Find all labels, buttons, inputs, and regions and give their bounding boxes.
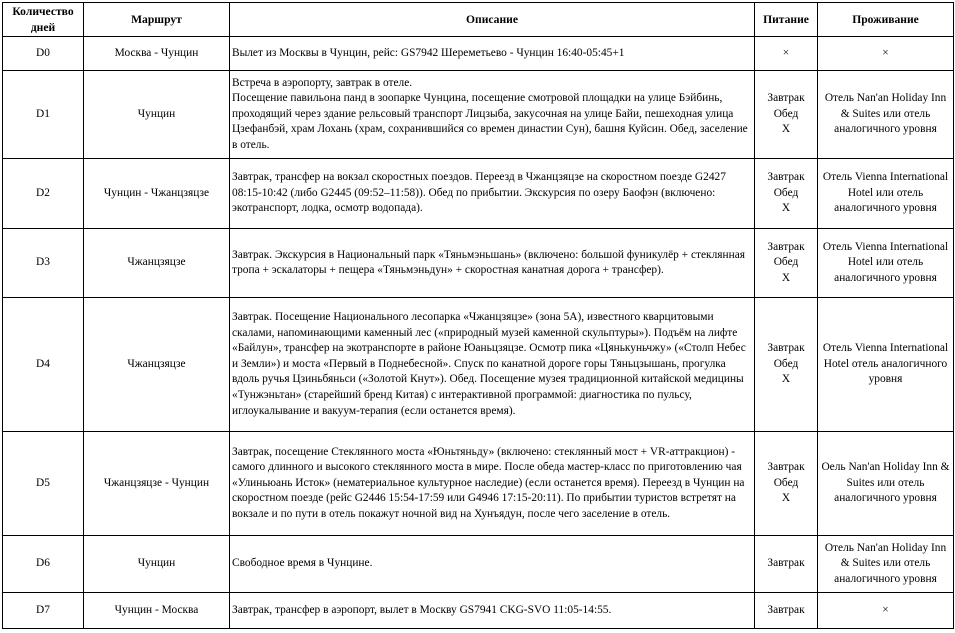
day-cell: D1 <box>3 71 84 159</box>
description-cell: Завтрак, посещение Стеклянного моста «Юньтяньду» (включено: стеклянный мост + VR-аттракцион) - самого длинного и высокого стеклянного моста в мире. После обеда мастер-класс по приготовлению чая «Улиньюань Исток» (нематериальное культурное наследие) (если останется время). Переезд в Чунцин на скоростном поезде (рейс G2446 15:54-17:59 или G4946 17:15-20:11). По прибытии туристов встретят на вокзале и по пути в отель покажут ночной вид на Хунъядун, после чего заселение в отель. <box>230 432 755 536</box>
description-cell: Завтрак, трансфер в аэропорт, вылет в Москву GS7941 CKG-SVO 11:05-14:55. <box>230 593 755 629</box>
description-cell: Завтрак. Посещение Национального лесопарка «Чжанцзяцзе» (зона 5А), известного кварцитовыми скалами, напоминающими каменный лес («природный музей каменной скульптуры»). Подъём на лифте «Байлун», трансфер на экотранспорте в районе Юаньцзяцзе. Осмотр пика «Цянькуньчжу» («Столп Небес и Земли») и моста «Первый в Поднебесной». Спуск по канатной дороге горы Тяньцзышань, прогулка вдоль ручья Цзиньбяньси («Золотой Кнут»). Обед. Посещение музея традиционной китайской медицины «Тунжэньтан» (старейший бренд Китая) с интерактивной программой: диагностика по пульсу, иглоукалывание и вакуум-терапия (если останется время). <box>230 298 755 432</box>
stay-cell: Оель Nan'an Holiday Inn & Suites или отель аналогичного уровня <box>818 432 954 536</box>
header-days: Количество дней <box>3 3 84 37</box>
table-row <box>3 159 954 229</box>
meals-cell: Завтрак Обед X <box>755 159 818 229</box>
stay-cell: Отель Vienna International Hotel или отель аналогичного уровня <box>818 159 954 229</box>
table-row <box>3 298 954 432</box>
description-cell: Завтрак, трансфер на вокзал скоростных поездов. Переезд в Чжанцзяцзе на скоростном поезде G2427 08:15-10:42 (либо G2445 (09:52–11:58)). Обед по прибытии. Экскурсия по озеру Баофэн (включено: экотранспорт, лодка, осмотр водопада). <box>230 159 755 229</box>
header-route: Маршрут <box>84 3 230 37</box>
itinerary-table-wrapper <box>2 2 954 629</box>
table-row <box>3 229 954 298</box>
stay-cell: Отель Nan'an Holiday Inn & Suites или отель аналогичного уровня <box>818 536 954 593</box>
meals-cell: Завтрак Обед X <box>755 298 818 432</box>
stay-cell: × <box>818 593 954 629</box>
day-cell: D4 <box>3 298 84 432</box>
meals-cell: Завтрак <box>755 593 818 629</box>
description-cell: Свободное время в Чунцине. <box>230 536 755 593</box>
stay-cell: × <box>818 37 954 71</box>
stay-cell: Отель Vienna International Hotel отель аналогичного уровня <box>818 298 954 432</box>
itinerary-table <box>2 2 954 629</box>
meals-cell: × <box>755 37 818 71</box>
route-cell: Москва - Чунцин <box>84 37 230 71</box>
header-description: Описание <box>230 3 755 37</box>
header-stay: Проживание <box>818 3 954 37</box>
table-row <box>3 432 954 536</box>
day-cell: D0 <box>3 37 84 71</box>
route-cell: Чунцин - Чжанцзяцзе <box>84 159 230 229</box>
meals-cell: Завтрак <box>755 536 818 593</box>
description-cell: Завтрак. Экскурсия в Национальный парк «Тяньмэньшань» (включено: большой фуникулёр + стеклянная тропа + эскалаторы + пещера «Тяньмэньдун» + скоростная канатная дорога + трансфер). <box>230 229 755 298</box>
description-cell: Вылет из Москвы в Чунцин, рейс: GS7942 Шереметьево - Чунцин 16:40-05:45+1 <box>230 37 755 71</box>
route-cell: Чунцин <box>84 71 230 159</box>
meals-cell: Завтрак Обед X <box>755 432 818 536</box>
table-row <box>3 593 954 629</box>
route-cell: Чунцин - Москва <box>84 593 230 629</box>
route-cell: Чунцин <box>84 536 230 593</box>
meals-cell: Завтрак Обед X <box>755 71 818 159</box>
day-cell: D6 <box>3 536 84 593</box>
table-row <box>3 536 954 593</box>
header-row <box>3 3 954 37</box>
table-row <box>3 71 954 159</box>
day-cell: D2 <box>3 159 84 229</box>
route-cell: Чжанцзяцзе <box>84 229 230 298</box>
table-row <box>3 37 954 71</box>
day-cell: D7 <box>3 593 84 629</box>
description-cell: Встреча в аэропорту, завтрак в отеле. Посещение павильона панд в зоопарке Чунцина, посещение смотровой площадки на улице Бэйбинь, проходящий через здание рельсовый транспорт Лицзыба, закусочная на улице Байи, пешеходная улица Цзефанбэй, храм Лохань (храм, сохранившийся со времен династии Сун), башня Куйсин. Обед, заселение в отель. <box>230 71 755 159</box>
day-cell: D3 <box>3 229 84 298</box>
stay-cell: Отель Vienna International Hotel или отель аналогичного уровня <box>818 229 954 298</box>
route-cell: Чжанцзяцзе <box>84 298 230 432</box>
day-cell: D5 <box>3 432 84 536</box>
stay-cell: Отель Nan'an Holiday Inn & Suites или отель аналогичного уровня <box>818 71 954 159</box>
header-meals: Питание <box>755 3 818 37</box>
meals-cell: Завтрак Обед X <box>755 229 818 298</box>
route-cell: Чжанцзяцзе - Чунцин <box>84 432 230 536</box>
